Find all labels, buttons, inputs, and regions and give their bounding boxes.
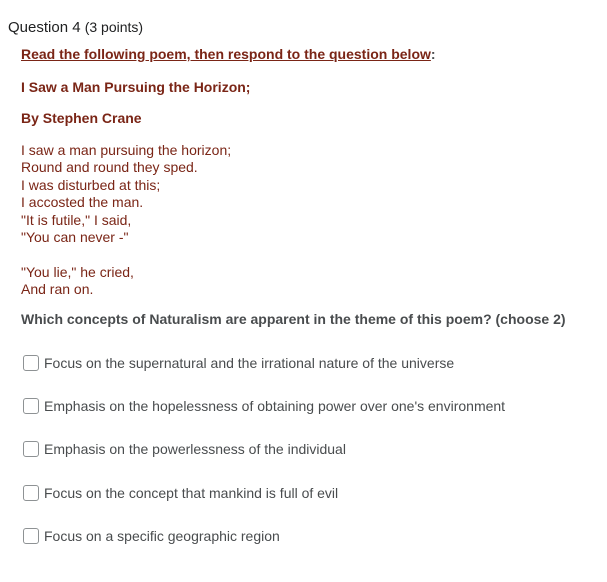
option-3-checkbox[interactable] — [23, 441, 39, 457]
option-2-label: Emphasis on the hopelessness of obtaining power over one's environment — [44, 398, 506, 414]
option-2[interactable] — [23, 398, 505, 414]
instruction-text — [21, 46, 436, 62]
option-2-checkbox[interactable] — [23, 398, 39, 414]
poem-line: Round and round they sped. — [21, 159, 198, 176]
question-number: Question 4 — [8, 19, 81, 36]
poem-line: And ran on. — [21, 281, 94, 298]
option-5-label: Focus on a specific geographic region — [44, 528, 280, 544]
option-4-label: Focus on the concept that mankind is full of evil — [44, 485, 339, 501]
poem-line: "It is futile," I said, — [21, 211, 132, 228]
poem-line: "You lie," he cried, — [21, 263, 134, 280]
option-4-checkbox[interactable] — [23, 485, 39, 501]
option-4[interactable] — [23, 485, 338, 501]
option-1-checkbox[interactable] — [23, 355, 39, 371]
poem-title: I Saw a Man Pursuing the Horizon; — [21, 79, 251, 95]
option-5[interactable] — [23, 528, 280, 544]
instruction-suffix: : — [430, 46, 436, 62]
option-3-label: Emphasis on the powerlessness of the individual — [44, 441, 346, 457]
option-1-label: Focus on the supernatural and the irrational nature of the universe — [44, 355, 455, 371]
option-3[interactable] — [23, 441, 346, 457]
question-points: (3 points) — [84, 19, 144, 35]
poem-body — [21, 142, 231, 299]
question-prompt: Which concepts of Naturalism are apparent in the theme of this poem? (choose 2) — [21, 311, 566, 327]
poem-line: I was disturbed at this; — [21, 176, 161, 193]
option-1[interactable] — [23, 355, 454, 371]
option-5-checkbox[interactable] — [23, 528, 39, 544]
poem-line: I saw a man pursuing the horizon; — [21, 142, 232, 158]
poem-line: "You can never -" — [21, 228, 129, 245]
poem-author: By Stephen Crane — [21, 110, 142, 126]
question-header — [8, 19, 143, 36]
poem-line: I accosted the man. — [21, 194, 144, 211]
stanza-gap — [21, 246, 231, 263]
instruction-underlined: Read the following poem, then respond to the question below — [21, 46, 431, 62]
